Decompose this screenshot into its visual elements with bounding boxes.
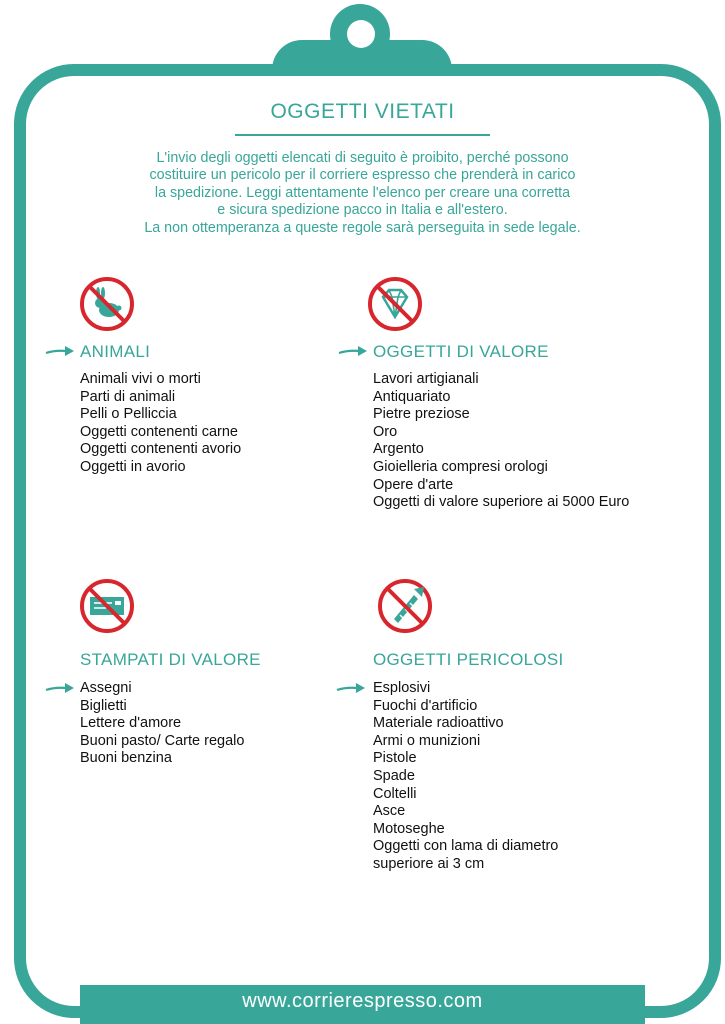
list-item: Oggetti di valore superiore ai 5000 Euro — [373, 494, 630, 511]
list-item: Motoseghe — [373, 820, 445, 837]
title-underline — [235, 134, 490, 136]
arrow-icon — [336, 682, 366, 694]
intro-line: La non ottemperanza a queste regole sarà perseguita in sede legale. — [144, 219, 581, 236]
list-item: Buoni benzina — [80, 750, 172, 767]
list-item: Argento — [373, 441, 424, 458]
list-item: Esplosivi — [373, 680, 431, 696]
list-item: Lavori artigianali — [373, 371, 479, 387]
list-item: Oggetti contenenti carne — [80, 423, 238, 440]
no-valuables-icon — [366, 275, 424, 333]
footer-website-link[interactable]: www.corrierespresso.com — [242, 990, 483, 1012]
list-item: Armi o munizioni — [373, 732, 481, 749]
list-item: Buoni pasto/ Carte regalo — [80, 732, 245, 749]
list-item: Antiquariato — [373, 388, 451, 405]
no-animals-icon — [78, 275, 136, 333]
no-fireworks-icon — [376, 577, 434, 635]
category-title-oggetti-di-valore: OGGETTI DI VALORE — [373, 342, 549, 361]
list-item: Coltelli — [373, 785, 417, 802]
arrow-icon — [45, 345, 75, 357]
list-item: Animali vivi o morti — [80, 371, 201, 387]
no-cheques-icon — [78, 577, 136, 635]
list-item: Asce — [373, 803, 406, 820]
category-title-animali: ANIMALI — [80, 342, 151, 361]
list-item: Oro — [373, 423, 398, 440]
intro-line: la spedizione. Leggi attentamente l'elenco per creare una corretta — [154, 184, 571, 201]
clipboard-hole — [347, 20, 375, 48]
list-item: Lettere d'amore — [80, 715, 182, 732]
list-item: Pietre preziose — [373, 406, 470, 423]
items-list-animali — [80, 371, 241, 477]
list-item: Pelli o Pelliccia — [80, 406, 177, 423]
arrow-icon — [338, 345, 368, 357]
intro-text — [95, 150, 630, 237]
list-item: Oggetti contenenti avorio — [80, 441, 242, 458]
list-item: Oggetti in avorio — [80, 458, 186, 475]
intro-line: e sicura spedizione pacco in Italia e all'estero. — [217, 202, 508, 219]
items-list-oggetti-di-valore — [373, 371, 629, 512]
items-list-stampati-di-valore — [80, 680, 244, 768]
arrow-icon — [45, 682, 75, 694]
list-item: Materiale radioattivo — [373, 715, 504, 732]
list-item: superiore ai 3 cm — [373, 855, 485, 872]
page-title: OGGETTI VIETATI — [270, 100, 455, 123]
list-item: Parti di animali — [80, 388, 176, 405]
intro-line: L'invio degli oggetti elencati di seguito è proibito, perché possono — [156, 150, 569, 166]
list-item: Gioielleria compresi orologi — [373, 458, 548, 475]
list-item: Biglietti — [80, 697, 127, 714]
list-item: Fuochi d'artificio — [373, 697, 478, 714]
category-title-oggetti-pericolosi: OGGETTI PERICOLOSI — [373, 650, 564, 669]
category-title-stampati-di-valore: STAMPATI DI VALORE — [80, 650, 261, 669]
items-list-oggetti-pericolosi — [373, 680, 558, 874]
list-item: Oggetti con lama di diametro — [373, 838, 559, 855]
list-item: Assegni — [80, 680, 132, 696]
intro-line: costituire un pericolo per il corriere espresso che prenderà in carico — [149, 167, 576, 184]
list-item: Spade — [373, 767, 415, 784]
list-item: Pistole — [373, 750, 417, 767]
list-item: Opere d'arte — [373, 476, 454, 493]
